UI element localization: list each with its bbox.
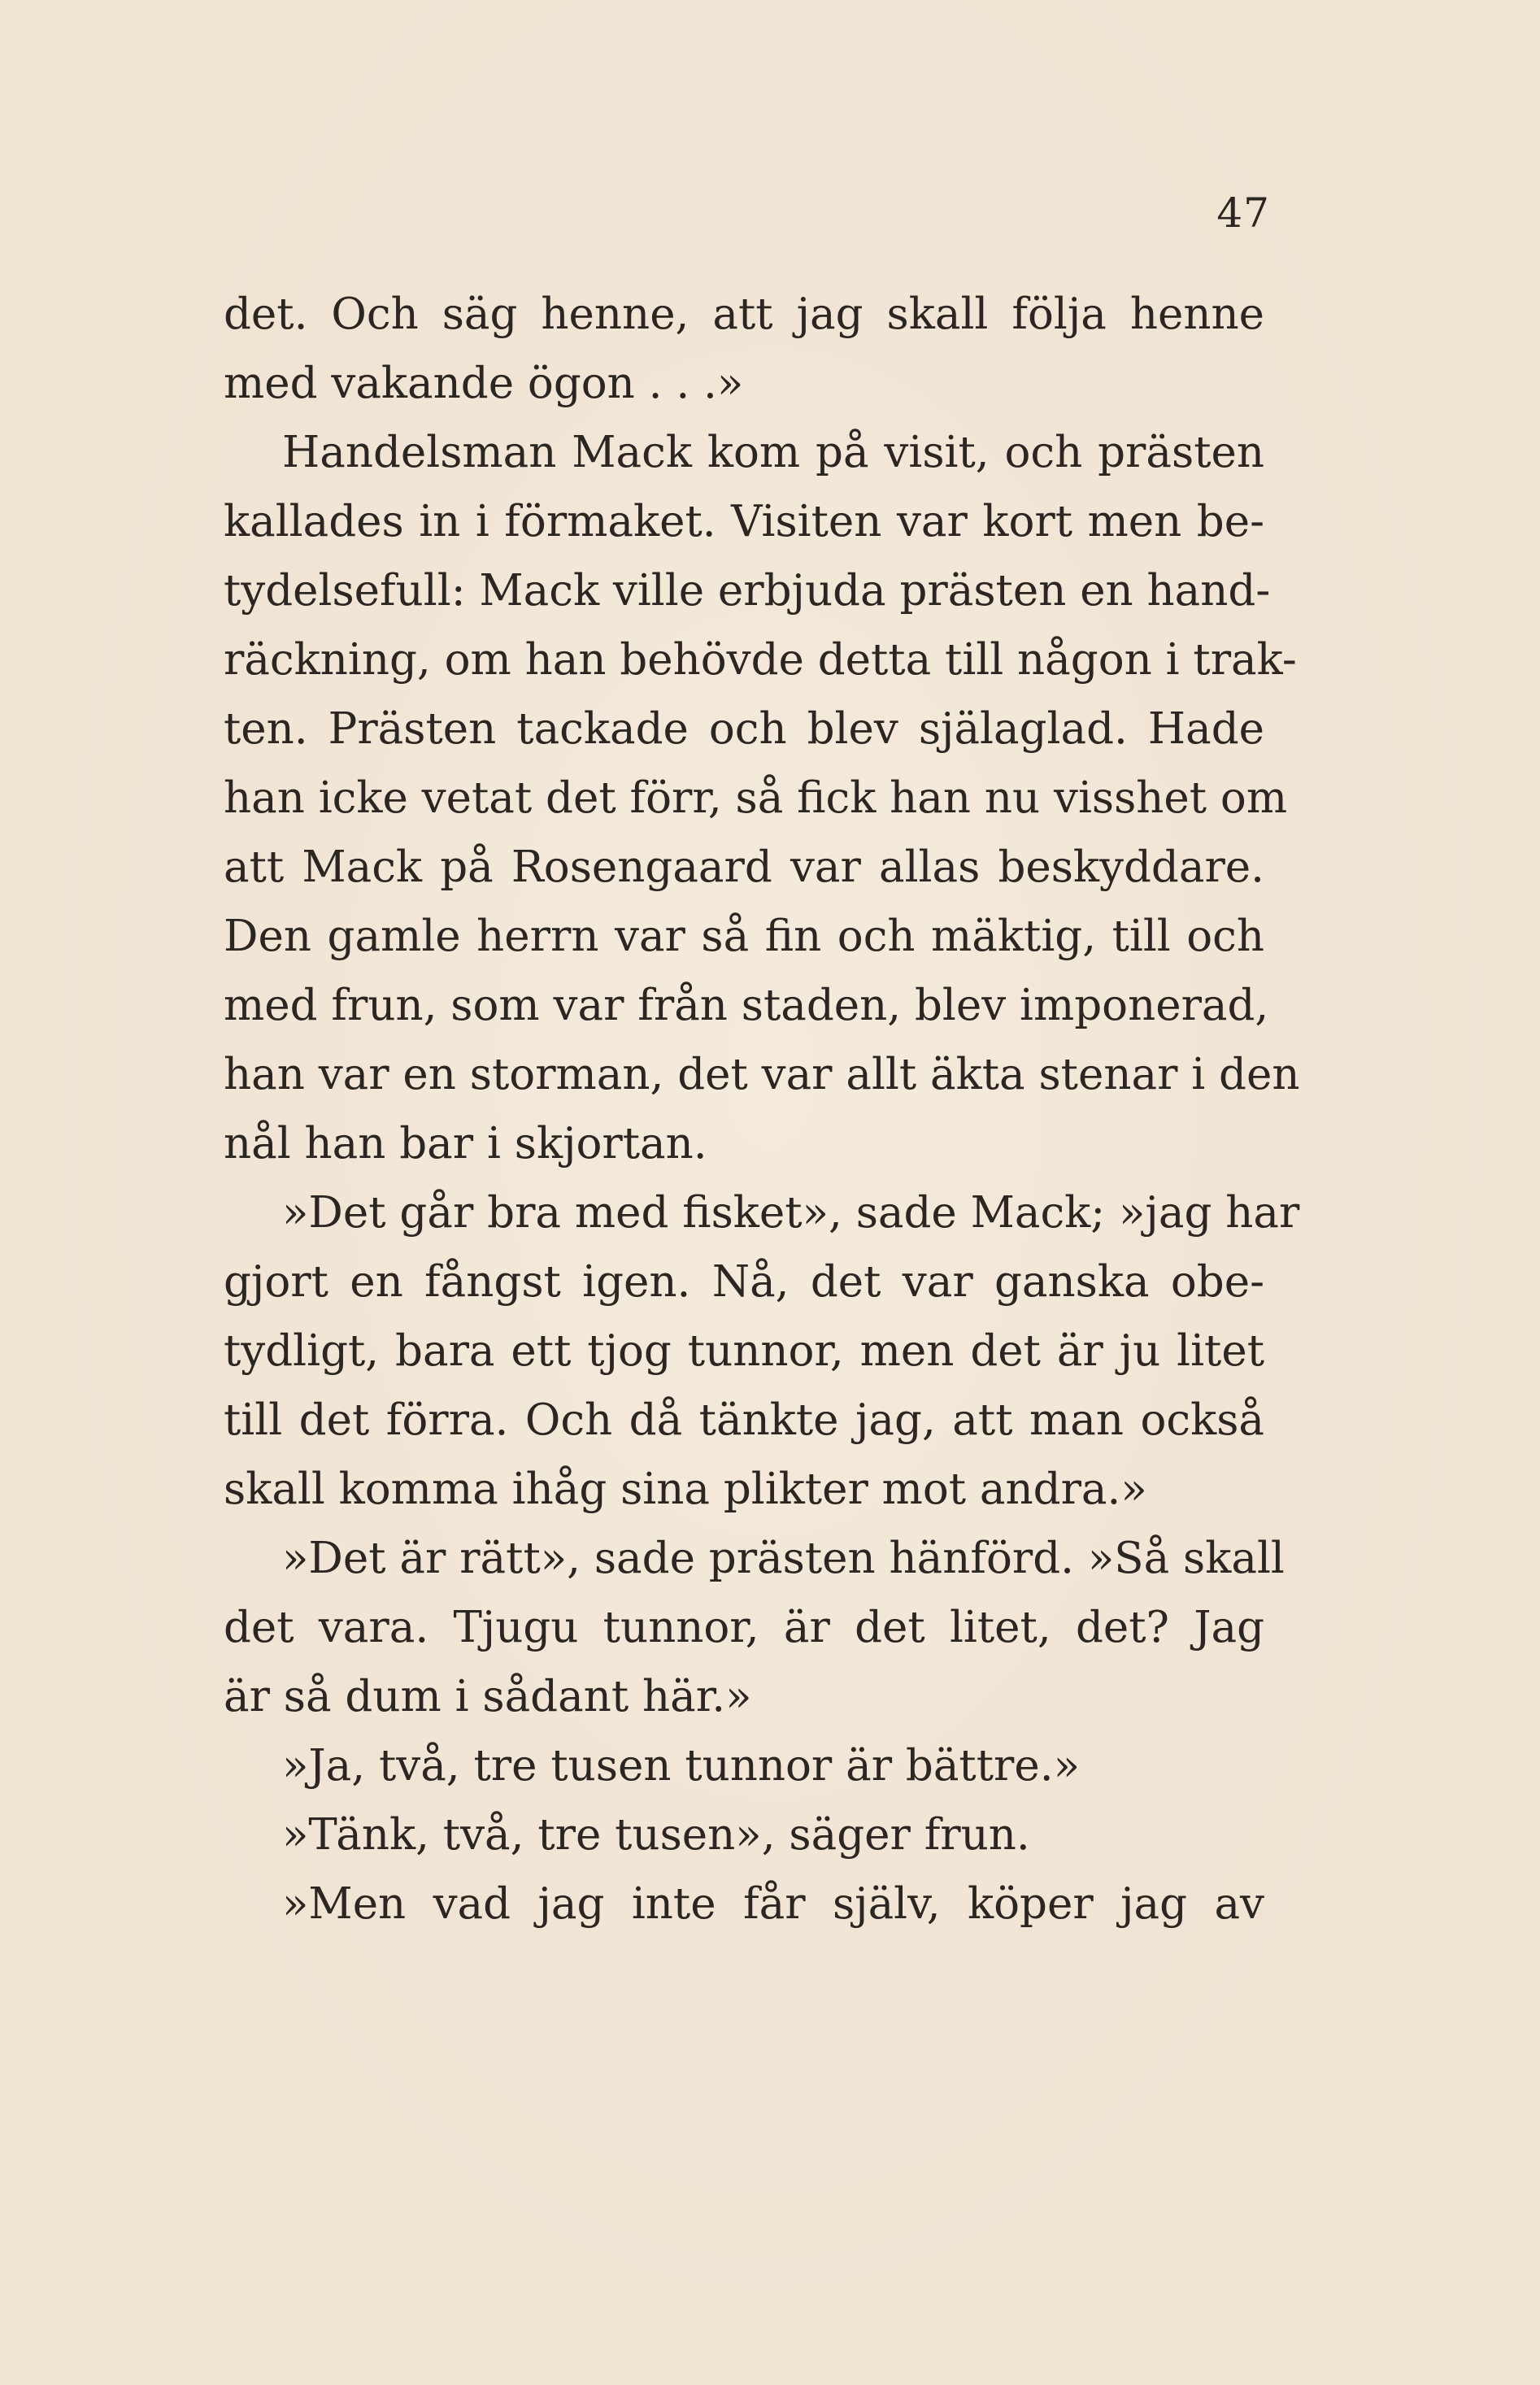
- text-line: »Det är rätt», sade prästen hänförd. »Så skall: [282, 1534, 1285, 1583]
- text-line: Den gamle herrn var så fin och mäktig, till och: [224, 912, 1264, 961]
- text-line: »Det går bra med fisket», sade Mack; »jag har: [282, 1188, 1300, 1238]
- text-line: han icke vetat det förr, så fick han nu visshet om: [224, 773, 1288, 823]
- text-line: nål han bar i skjortan.: [224, 1119, 707, 1169]
- text-line: det vara. Tjugu tunnor, är det litet, det? Jag: [224, 1603, 1264, 1652]
- text-line: han var en storman, det var allt äkta stenar i den: [224, 1050, 1300, 1099]
- text-line: »Men vad jag inte får själv, köper jag av: [282, 1879, 1264, 1929]
- text-line: att Mack på Rosengaard var allas beskyddare.: [224, 842, 1264, 892]
- text-line: Handelsman Mack kom på visit, och prästen: [282, 428, 1264, 477]
- text-line: det. Och säg henne, att jag skall följa henne: [224, 289, 1264, 339]
- body-text: [224, 280, 1300, 1939]
- text-line: med vakande ögon . . .»: [224, 359, 744, 408]
- text-line: räckning, om han behövde detta till någon i trak-: [224, 635, 1297, 685]
- text-line: »Ja, två, tre tusen tunnor är bättre.»: [282, 1741, 1080, 1791]
- text-line: ten. Prästen tackade och blev själaglad. Hade: [224, 704, 1264, 754]
- text-line: tydligt, bara ett tjog tunnor, men det är ju litet: [224, 1326, 1264, 1376]
- text-line: tydelsefull: Mack ville erbjuda prästen en hand-: [224, 566, 1271, 616]
- text-line: är så dum i sådant här.»: [224, 1672, 752, 1721]
- text-line: »Tänk, två, tre tusen», säger frun.: [282, 1810, 1030, 1860]
- text-line: med frun, som var från staden, blev imponerad,: [224, 981, 1269, 1030]
- text-line: till det förra. Och då tänkte jag, att man också: [224, 1395, 1264, 1445]
- page-number: 47: [1216, 189, 1270, 237]
- text-line: skall komma ihåg sina plikter mot andra.»: [224, 1465, 1147, 1514]
- text-line: gjort en fångst igen. Nå, det var ganska obe-: [224, 1257, 1264, 1307]
- text-line: kallades in i förmaket. Visiten var kort men be-: [224, 497, 1264, 546]
